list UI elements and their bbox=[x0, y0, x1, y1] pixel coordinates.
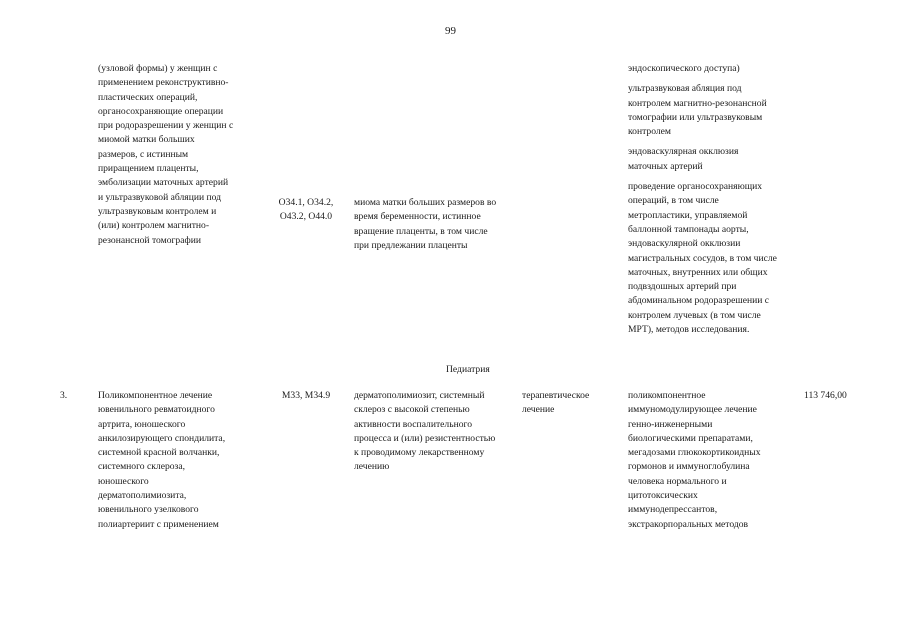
row3-model-line: к проводимому лекарственному bbox=[354, 447, 485, 459]
row-cont-code-line: O34.1, O34.2, bbox=[278, 197, 334, 208]
row-cont-name-line: применением реконструктивно- bbox=[98, 77, 229, 89]
method-line: абдоминальном родоразрешении с bbox=[628, 295, 770, 307]
row3-method-line: экстракорпоральных методов bbox=[628, 518, 749, 530]
row-cont-name-line: (или) контролем магнитно- bbox=[98, 220, 210, 232]
row-number: 3. bbox=[60, 390, 68, 401]
row3-method-cell bbox=[628, 389, 803, 532]
row-cont-name-line: резонансной томографии bbox=[98, 234, 201, 246]
row3-method-line: биологическими препаратами, bbox=[628, 432, 753, 444]
row3-model-cell bbox=[354, 389, 519, 475]
method-line: магистральных сосудов, в том числе bbox=[628, 252, 777, 264]
row-cont-name-line: пластических операций, bbox=[98, 91, 198, 103]
row3-method-line: иммунодепрессантов, bbox=[628, 504, 718, 516]
row-cont-codes-cell bbox=[271, 196, 341, 225]
row-cont-name-line: (узловой формы) у женщин с bbox=[98, 63, 218, 74]
method-paragraph bbox=[628, 62, 808, 76]
row3-method-line: иммуномодулирующее лечение bbox=[628, 404, 757, 416]
row-cont-name-line: размеров, с истинным bbox=[98, 148, 189, 160]
row3-name-line: системной красной волчанки, bbox=[98, 447, 220, 459]
row-cont-name-line: эмболизации маточных артерий bbox=[98, 177, 229, 189]
row3-name-cell bbox=[98, 389, 263, 532]
row3-name-line: дерматополимиозита, bbox=[98, 490, 187, 502]
row-cont-model-line: время беременности, истинное bbox=[354, 211, 481, 223]
method-line: проведение органосохраняющих bbox=[628, 181, 763, 193]
row3-cost: 113 746,00 bbox=[804, 390, 847, 401]
row-cont-model-line: миома матки больших размеров во bbox=[354, 197, 497, 208]
method-line: баллонной тампонады аорты, bbox=[628, 223, 749, 235]
method-line: ультразвуковая абляция под bbox=[628, 83, 742, 95]
row-cont-model-cell bbox=[354, 196, 519, 253]
row3-codes-cell bbox=[271, 389, 341, 403]
row3-name-line: полиартериит с применением bbox=[98, 518, 219, 530]
row3-method-line: поликомпонентное bbox=[628, 390, 706, 401]
row3-model-line: активности воспалительного bbox=[354, 418, 472, 430]
row3-model-line: процесса и (или) резистентностью bbox=[354, 432, 496, 444]
row3-method-line: человека нормального и bbox=[628, 475, 727, 487]
method-line: эндоваскулярной окклюзии bbox=[628, 238, 741, 250]
row3-name-line: ювенильного ревматоидного bbox=[98, 404, 215, 416]
row3-treatment-cell bbox=[522, 389, 617, 418]
method-line: операций, в том числе bbox=[628, 195, 719, 207]
method-line: маточных артерий bbox=[628, 160, 703, 172]
section-heading: Педиатрия bbox=[446, 364, 490, 375]
row-cont-model-line: вращение плаценты, в том числе bbox=[354, 225, 488, 237]
row3-name-line: системного склероза, bbox=[98, 461, 185, 473]
row-cont-name-line: при родоразрешении у женщин с bbox=[98, 120, 234, 132]
row3-method-line: гормонов и иммуноглобулина bbox=[628, 461, 750, 473]
row-cont-method-cell bbox=[628, 62, 808, 337]
row-cont-name-cell bbox=[98, 62, 263, 248]
row-cont-name-line: приращением плаценты, bbox=[98, 163, 199, 175]
method-line: контролем магнитно-резонансной bbox=[628, 97, 767, 109]
method-line: метропластики, управляемой bbox=[628, 209, 748, 221]
method-line: подвздошных артерий при bbox=[628, 281, 737, 293]
method-line: эндоскопического доступа) bbox=[628, 63, 740, 74]
row3-treatment-line: терапевтическое bbox=[522, 390, 590, 401]
row3-model-line: склероз с высокой степенью bbox=[354, 404, 470, 416]
row3-name-line: артрита, юношеского bbox=[98, 418, 186, 430]
method-line: контролем лучевых (в том числе bbox=[628, 309, 761, 321]
row3-method-line: цитотоксических bbox=[628, 490, 698, 502]
row-cont-code-line: O43.2, O44.0 bbox=[279, 211, 333, 223]
row-cont-name-line: органосохраняющие операции bbox=[98, 105, 224, 117]
row3-treatment-line: лечение bbox=[522, 404, 555, 416]
method-line: эндоваскулярная окклюзия bbox=[628, 146, 739, 158]
row3-model-line: дерматополимиозит, системный bbox=[354, 390, 485, 401]
method-line: контролем bbox=[628, 126, 671, 138]
row3-code-line: M33, M34.9 bbox=[281, 390, 331, 401]
row-cont-model-line: при предлежании плаценты bbox=[354, 239, 468, 251]
method-line: томографии или ультразвуковым bbox=[628, 111, 763, 123]
method-line: МРТ), методов исследования. bbox=[628, 324, 750, 336]
row3-name-line: юношеского bbox=[98, 475, 149, 487]
method-paragraph bbox=[628, 145, 808, 174]
row3-name-line: ювенильного узелкового bbox=[98, 504, 199, 516]
method-paragraph bbox=[628, 180, 808, 337]
method-paragraph bbox=[628, 82, 808, 139]
row3-name-line: Поликомпонентное лечение bbox=[98, 390, 213, 401]
row3-model-line: лечению bbox=[354, 461, 390, 473]
row3-method-line: мегадозами глюкокортикоидных bbox=[628, 447, 761, 459]
row-cont-name-line: и ультразвуковой абляции под bbox=[98, 191, 222, 203]
page-number: 99 bbox=[445, 25, 456, 37]
method-line: маточных, внутренних или общих bbox=[628, 266, 768, 278]
row3-method-line: генно-инженерными bbox=[628, 418, 713, 430]
row3-name-line: анкилозирующего спондилита, bbox=[98, 432, 226, 444]
row-cont-name-line: ультразвуковым контролем и bbox=[98, 205, 217, 217]
row-cont-name-line: миомой матки больших bbox=[98, 134, 195, 146]
